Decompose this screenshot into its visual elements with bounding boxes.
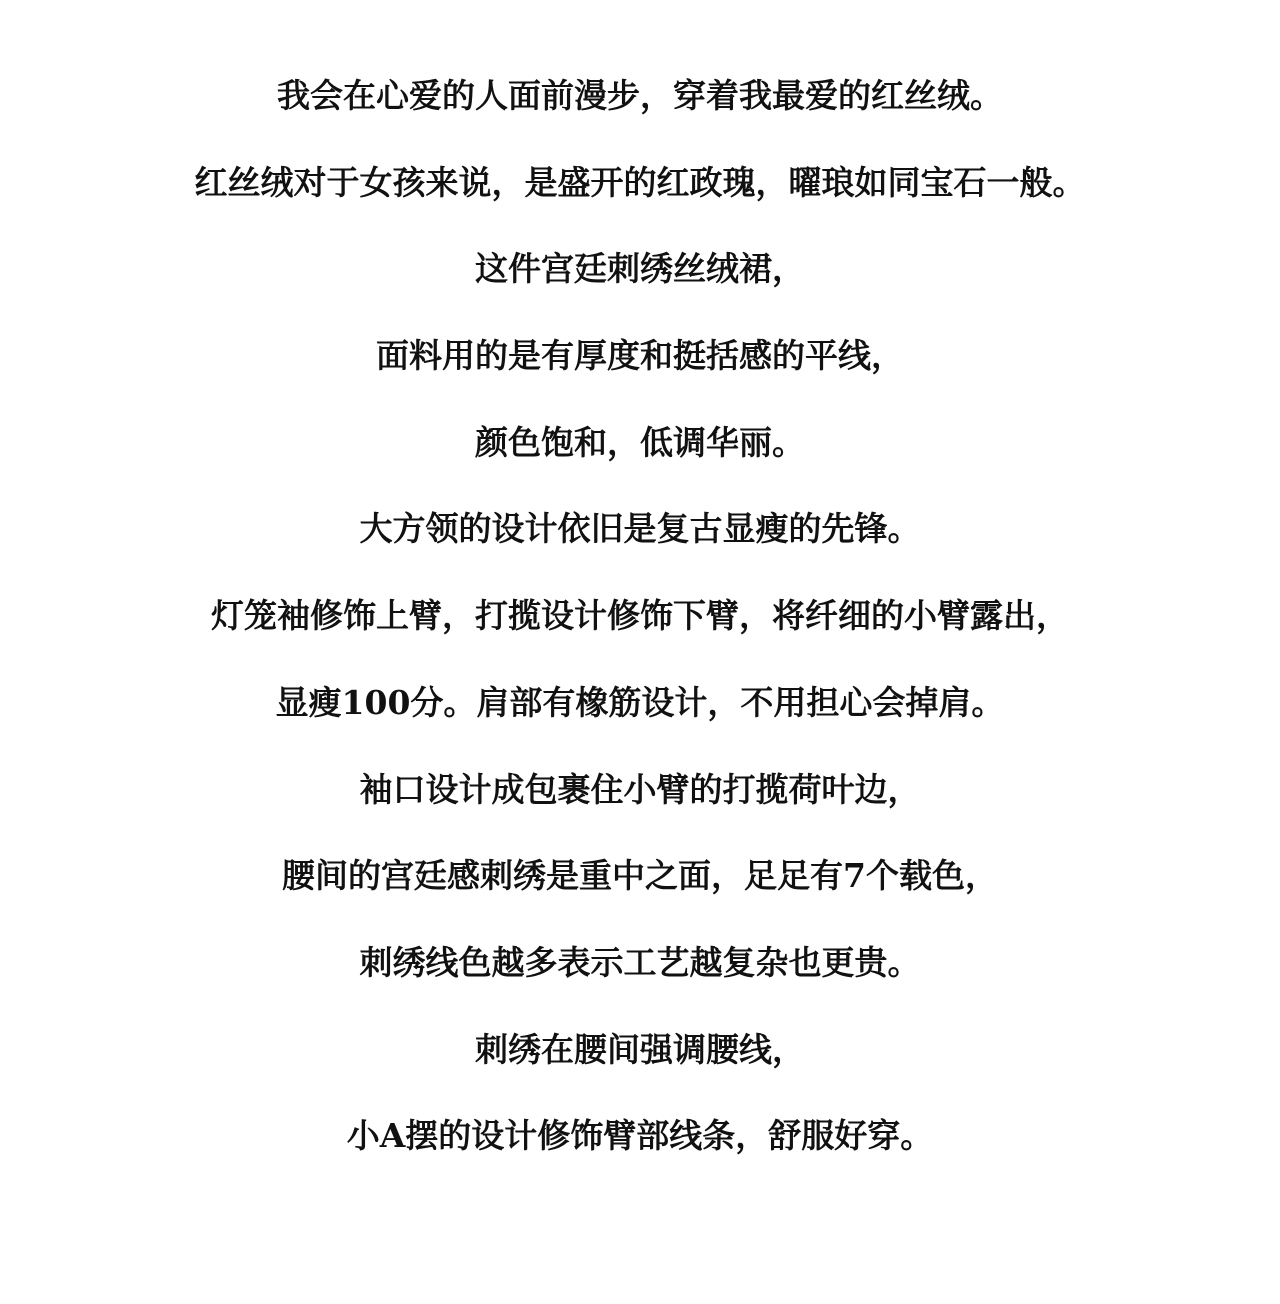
text-line-13: 小A摆的设计修饰臂部线条，舒服好穿。	[346, 1116, 934, 1156]
text-line-8: 显瘦100分。肩部有橡筋设计，不用担心会掉肩。	[275, 682, 1005, 722]
text-line-10: 腰间的宫廷感刺绣是重中之面，足足有7个载色，	[282, 856, 998, 896]
text-line-3: 这件宫廷刺绣丝绒裙，	[475, 249, 805, 289]
text-line-1: 我会在心爱的人面前漫步，穿着我最爱的红丝绒。	[277, 76, 1003, 115]
text-line-4: 面料用的是有厚度和挺括感的平线，	[376, 336, 904, 376]
text-line-5: 颜色饱和，低调华丽。	[475, 422, 805, 462]
text-line-11: 刺绣线色越多表示工艺越复杂也更贵。	[359, 942, 921, 982]
text-line-6: 大方领的设计依旧是复古显瘦的先锋。	[359, 509, 921, 549]
text-line-7: 灯笼袖修饰上臂，打揽设计修饰下臂，将纤细的小臂露出，	[211, 596, 1069, 636]
text-line-9: 袖口设计成包裹住小臂的打揽荷叶边，	[359, 769, 921, 809]
text-line-2: 红丝绒对于女孩来说，是盛开的红政瑰，曜琅如同宝石一般。	[194, 162, 1086, 202]
text-line-12: 刺绣在腰间强调腰线，	[475, 1029, 805, 1069]
